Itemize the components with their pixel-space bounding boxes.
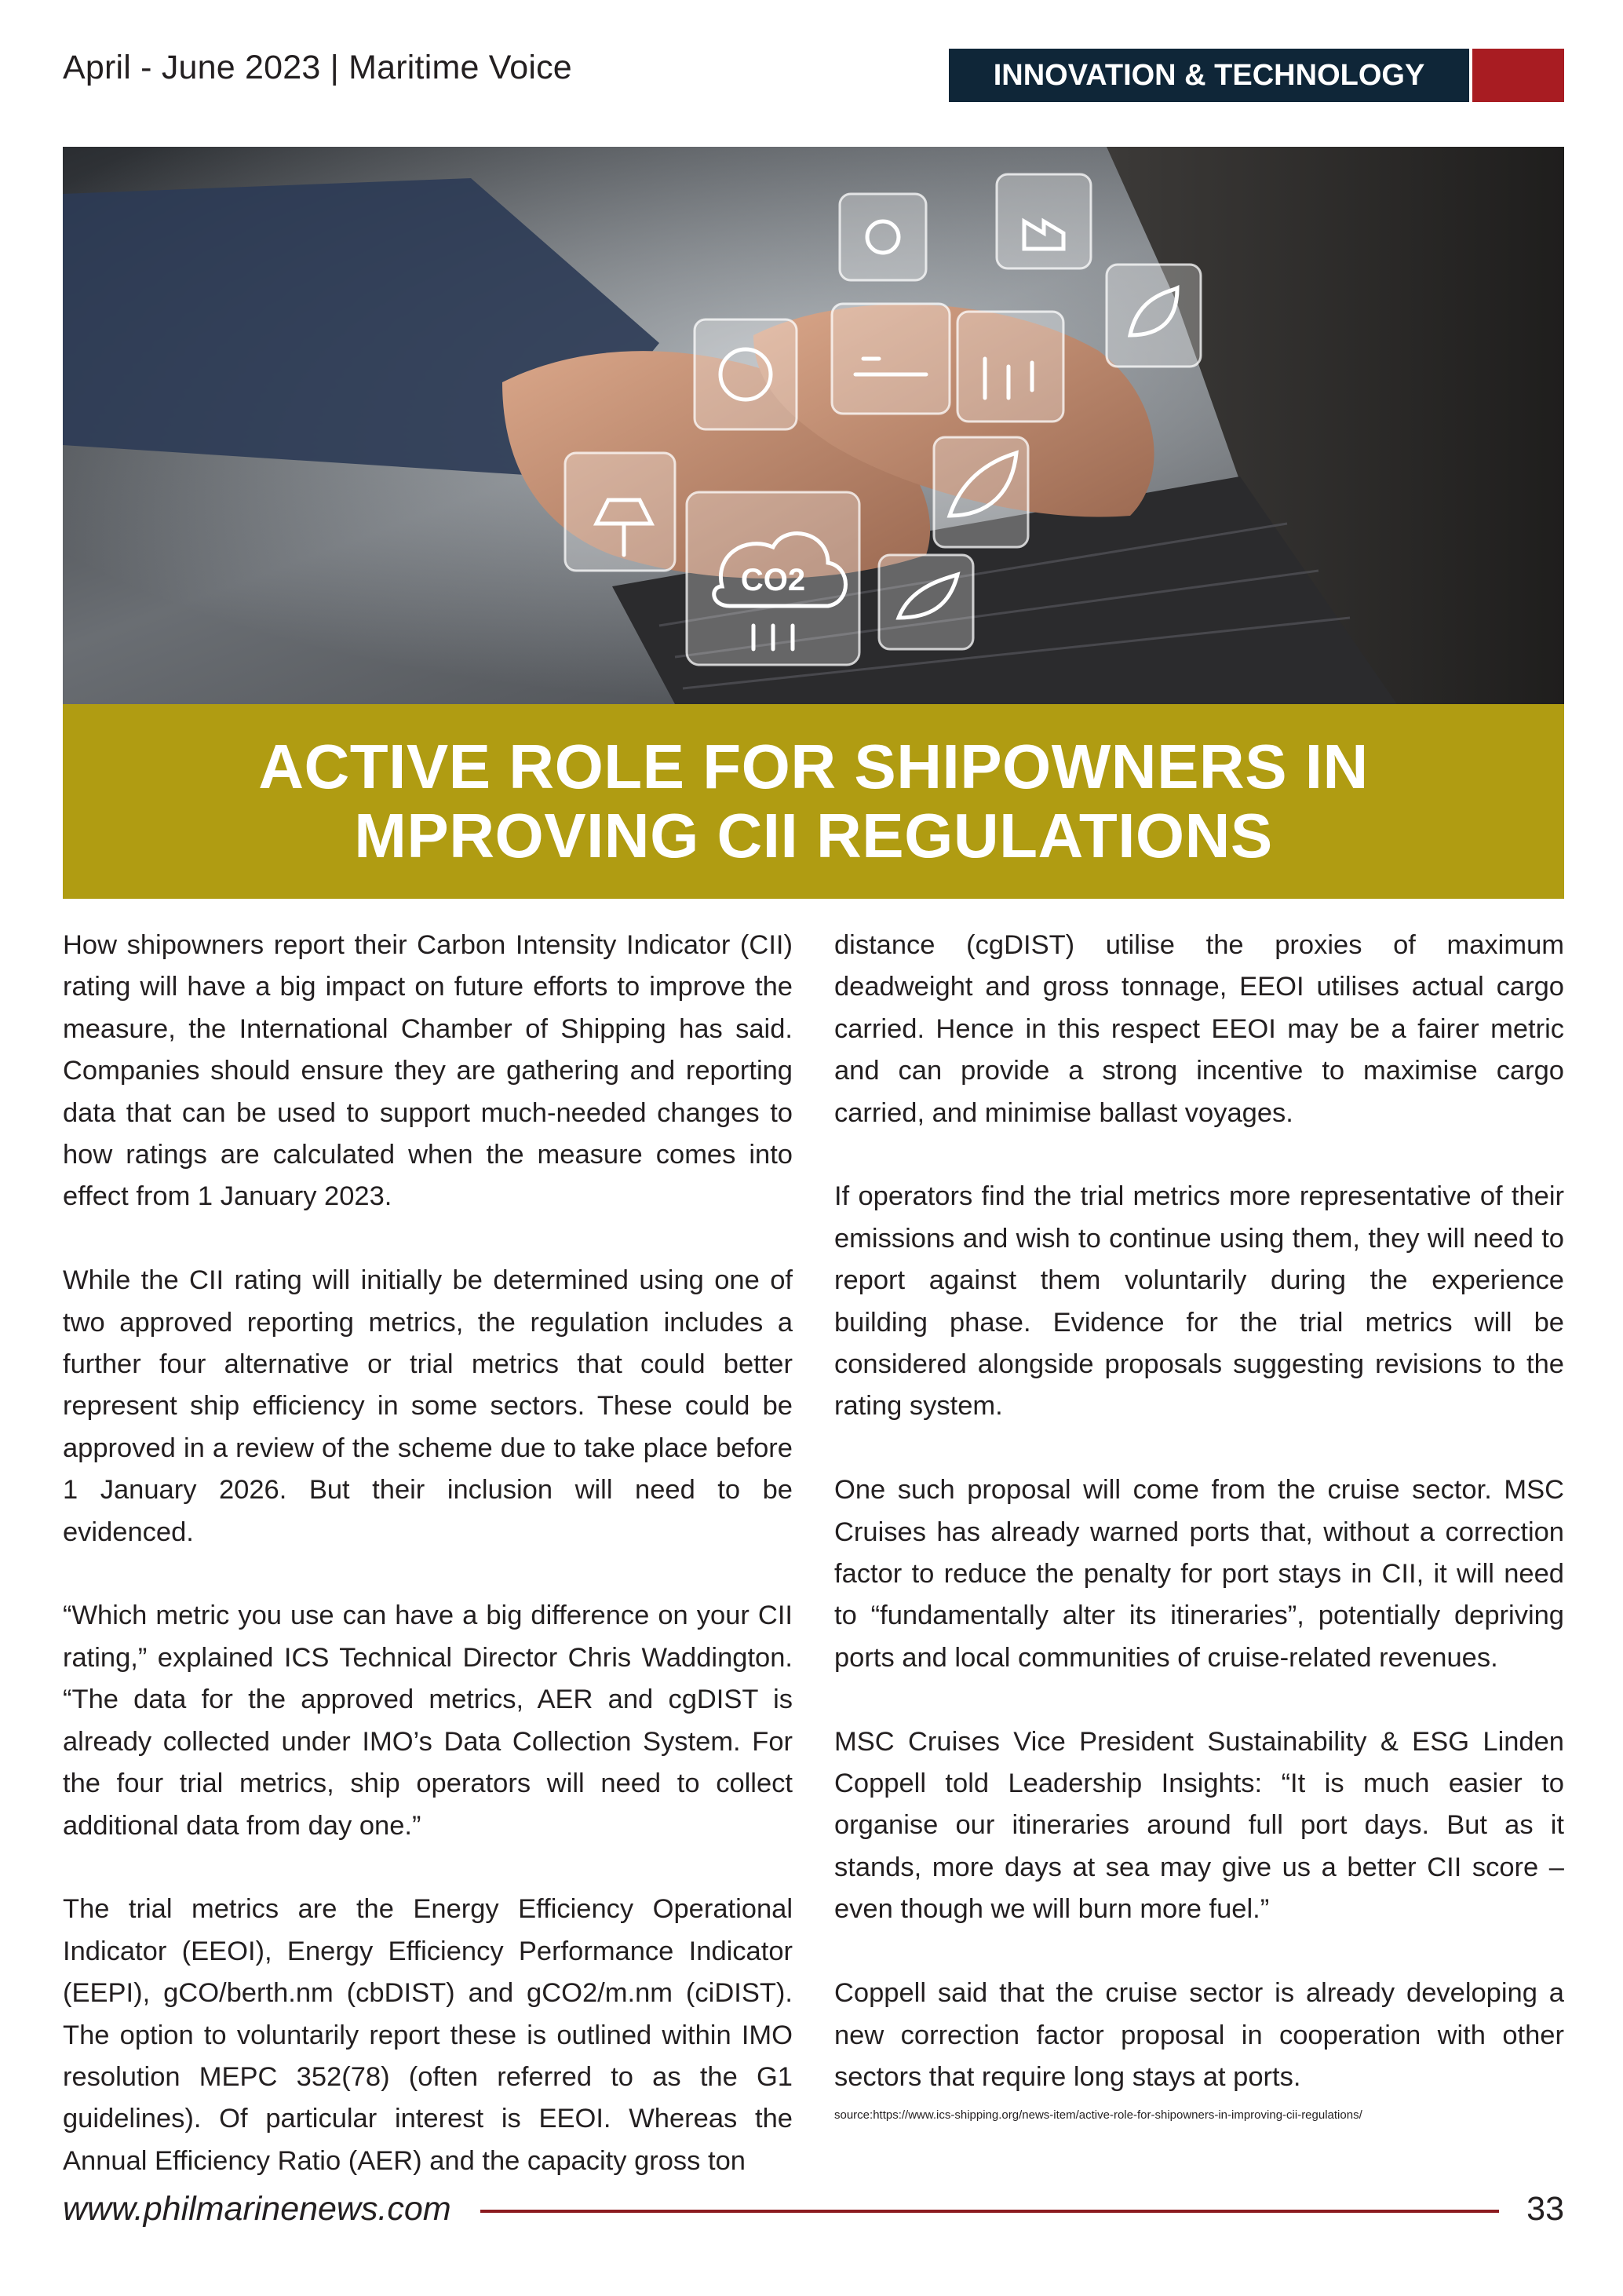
paragraph: While the CII rating will initially be determined using one of two approved reporting metrics, the regulation includes a further four alternative or trial metrics that could better represent ship efficiency in some sectors. These could be approved in a review of the scheme due to take place before 1 January 2026. But their inclusion will need to be evidenced. [63, 1265, 793, 1547]
paragraph: The trial metrics are the Energy Efficiency Operational Indicator (EEOI), Energy Efficiency Performance Indicator (EEPI), gCO/berth.nm (cbDIST) and gCO2/m.nm (ciDIST). The option to voluntarily report these is outlined within IMO resolution MEPC 352(78) (often referred to as the G1 guidelines). Of particular interest is EEOI. Whereas the Annual Efficiency Ratio (AER) and the capacity gross ton [63, 1894, 793, 2176]
section-tag-accent [1472, 49, 1564, 102]
issue-header: April - June 2023 | Maritime Voice [63, 49, 572, 86]
paragraph: “Which metric you use can have a big difference on your CII rating,” explained ICS Technical Director Chris Waddington. “The data for the approved metrics, AER and cgDIST is already collected under IMO’s Data Collection System. For the four trial metrics, ship operators will need to collect additional data from day one.” [63, 1601, 793, 1841]
page-number: 33 [1526, 2190, 1564, 2228]
paragraph: One such proposal will come from the cruise sector. MSC Cruises has already warned ports that, without a correction factor to reduce the penalty for port stays in CII, it will need to “fundamentally alter its itineraries”, potentially depriving ports and local communities of cruise-related revenues. [834, 1475, 1564, 1673]
footer-divider [480, 2210, 1499, 2213]
paragraph: How shipowners report their Carbon Intensity Indicator (CII) rating will have a big impact on future efforts to improve the measure, the International Chamber of Shipping has said. Companies should ensure they are gathering and reporting data that can be used to support much-needed changes to how ratings are calculated when the measure comes into effect from 1 January 2023. [63, 930, 793, 1212]
paragraph: Coppell said that the cruise sector is already developing a new correction factor proposal in cooperation with other sectors that require long stays at ports. [834, 1978, 1564, 2092]
article-title-line-2: MPROVING CII REGULATIONS [354, 801, 1273, 871]
paragraph: MSC Cruises Vice President Sustainability & ESG Linden Coppell told Leadership Insights: “It is much easier to organise our itineraries around full port days. But as it stands, more days at sea may give us a better CII score – even though we will burn more fuel.” [834, 1726, 1564, 1925]
section-tag: INNOVATION & TECHNOLOGY [949, 49, 1469, 102]
paragraph: distance (cgDIST) utilise the proxies of maximum deadweight and gross tonnage, EEOI utilises actual cargo carried. Hence in this respect EEOI may be a fairer metric and can provide a strong incentive to maximise cargo carried, and minimise ballast voyages. [834, 930, 1564, 1128]
footer-website-url: www.philmarinenews.com [63, 2190, 451, 2228]
article-left-column [63, 925, 793, 2182]
hero-image [63, 147, 1564, 704]
article-title-line-1: ACTIVE ROLE FOR SHIPOWNERS IN [258, 732, 1369, 801]
paragraph: If operators find the trial metrics more representative of their emissions and wish to continue using them, they will need to report against them voluntarily during the experience building phase. Evidence for the trial metrics will be considered alongside proposals suggesting revisions to the rating system. [834, 1181, 1564, 1422]
source-credit: source:https://www.ics-shipping.org/news-item/active-role-for-shipowners-in-improving-cii-regulations/ [834, 2108, 1362, 2122]
article-right-column [834, 925, 1564, 2098]
co2-icon-label: CO2 [740, 563, 806, 597]
article-title [63, 704, 1564, 899]
